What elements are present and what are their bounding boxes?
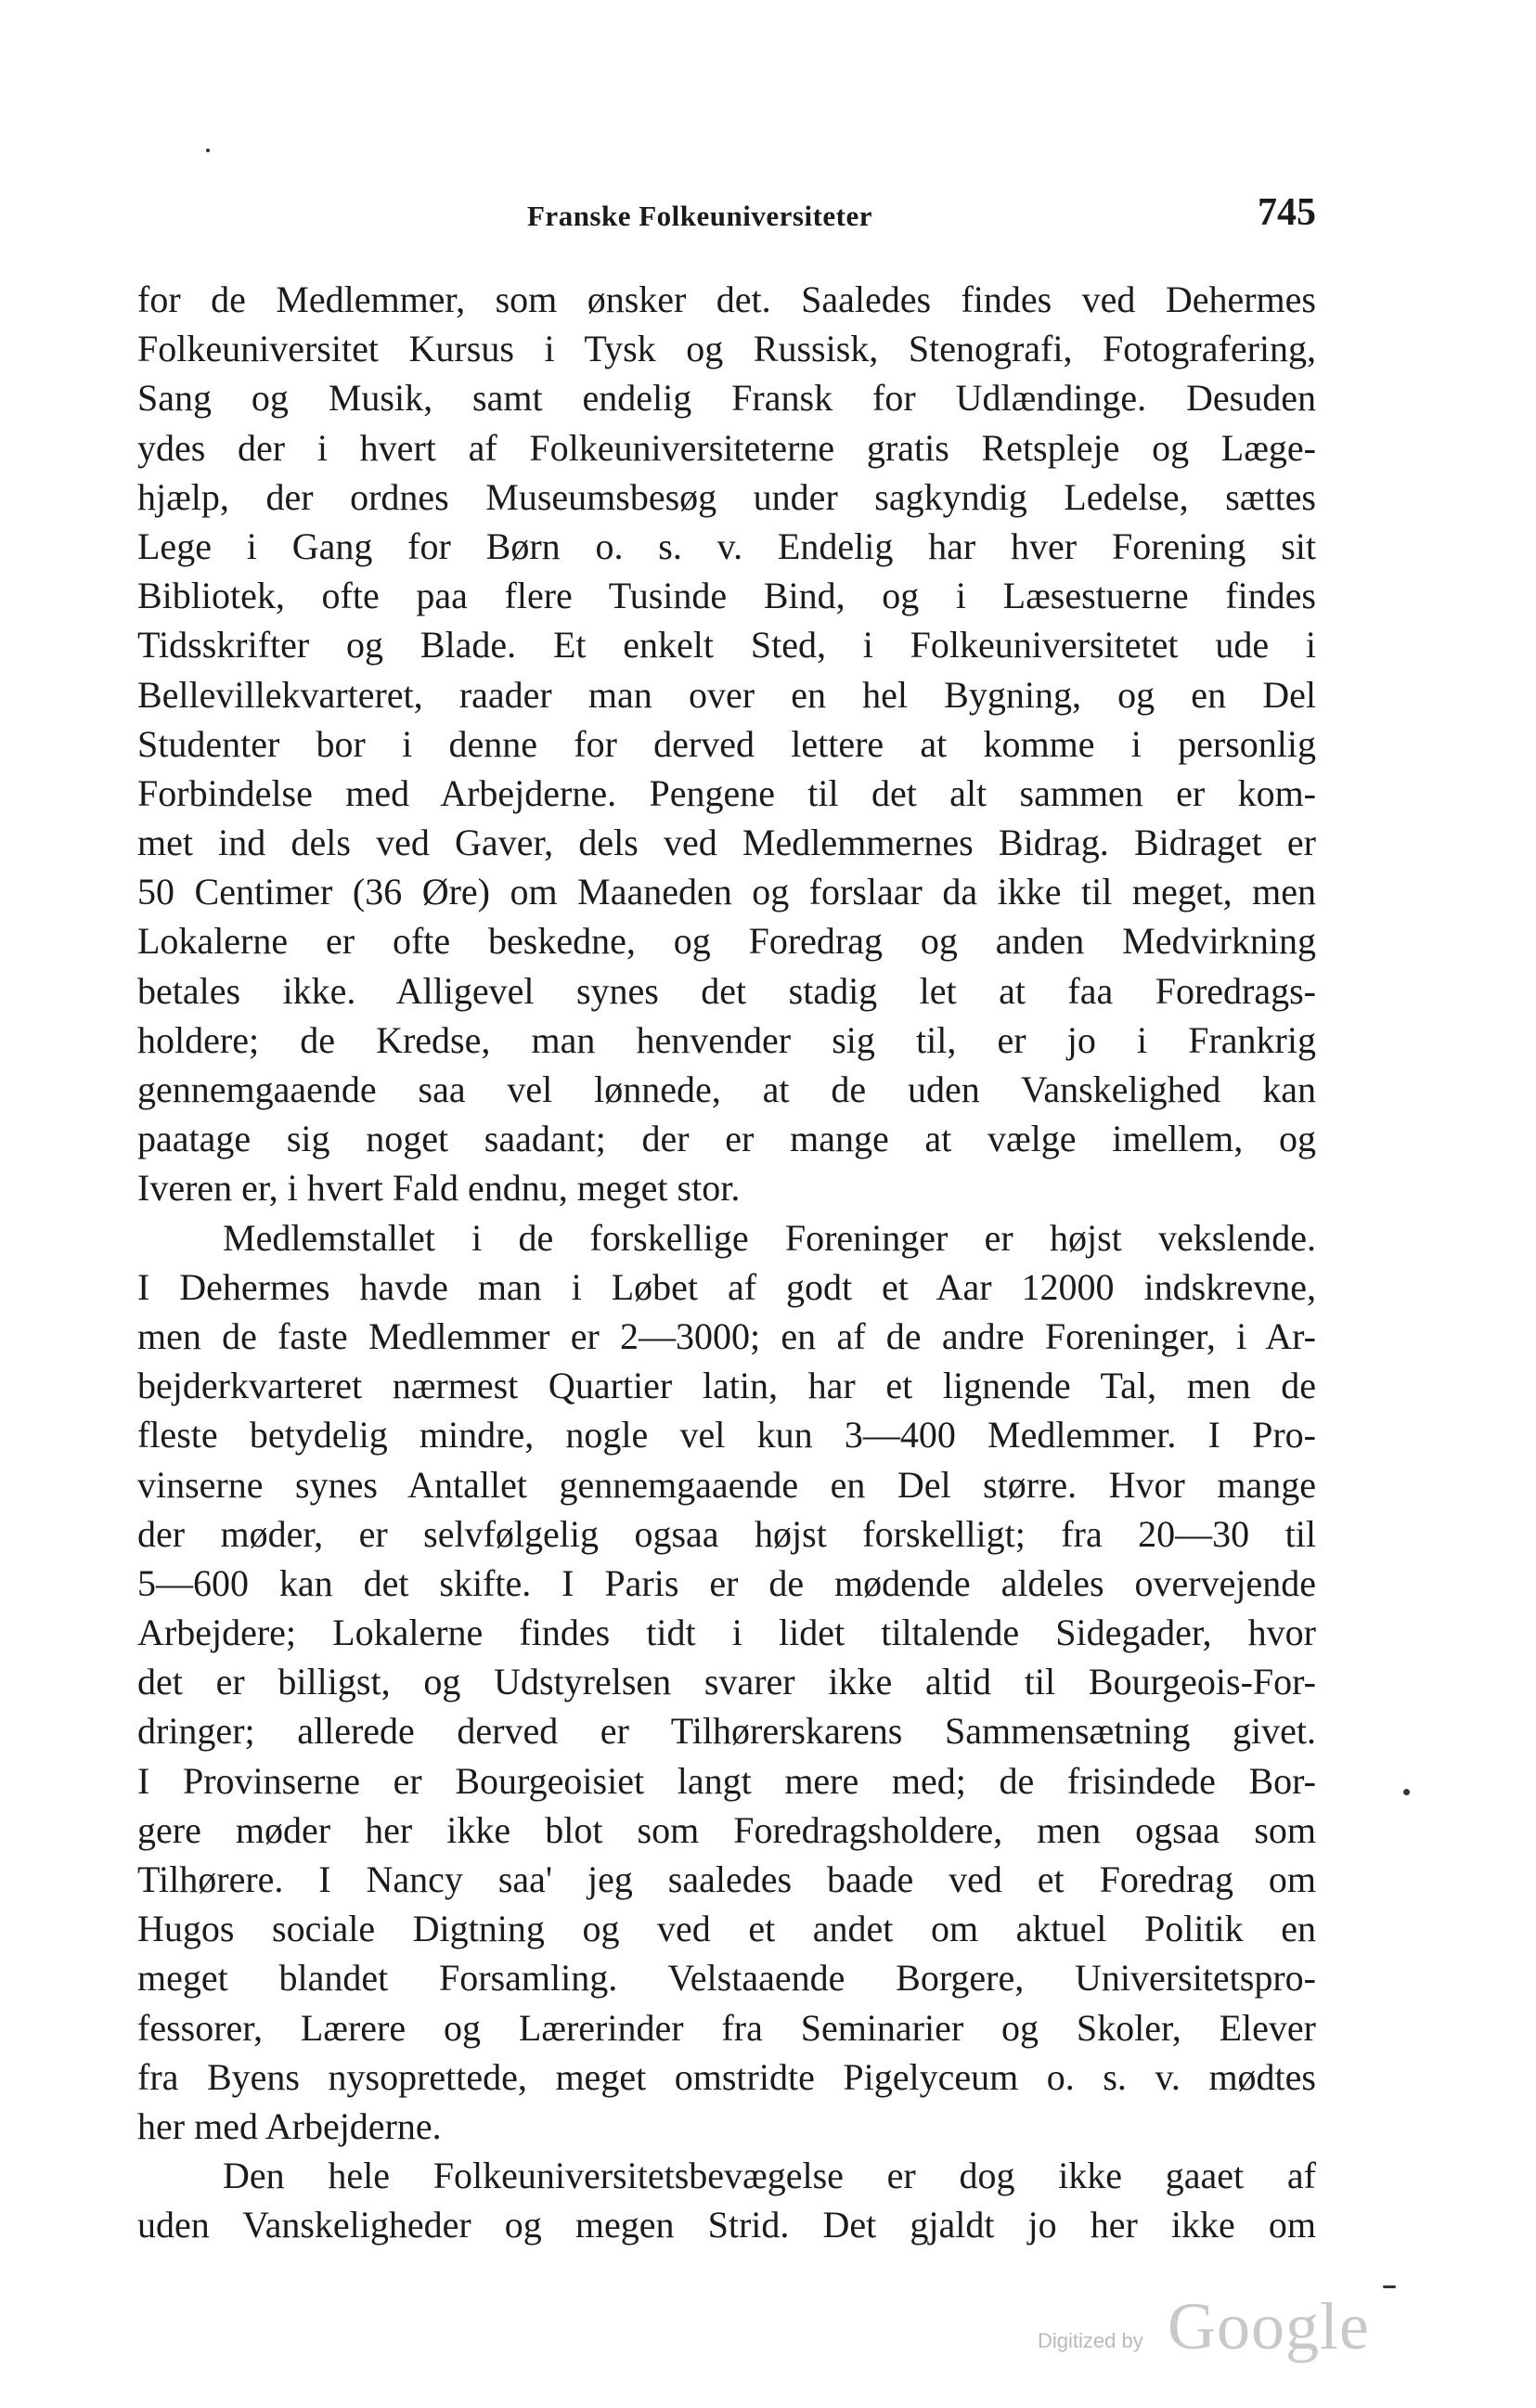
- text-line: gennemgaaende saa vel lønnede, at de uden Vanskelighed kan: [137, 1068, 1316, 1110]
- text-line: hjælp, der ordnes Museumsbesøg under sagkyndig Ledelse, sættes: [137, 475, 1316, 518]
- text-line: Iveren er, i hvert Fald endnu, meget stor.: [137, 1167, 741, 1210]
- text-line: paatage sig noget saadant; der er mange at vælge imellem, og: [137, 1118, 1316, 1160]
- ink-speck: [206, 149, 210, 152]
- text-line: Den hele Folkeuniversitetsbevægelse er dog ikke gaaet af: [223, 2155, 1316, 2197]
- text-line: Studenter bor i denne for derved lettere at komme i personlig: [137, 722, 1316, 765]
- text-line: her med Arbejderne.: [137, 2104, 442, 2147]
- google-logo: Google: [1168, 2289, 1370, 2363]
- text-line: Lege i Gang for Børn o. s. v. Endelig har hver Forening sit: [137, 524, 1316, 567]
- text-line: Folkeuniversitet Kursus i Tysk og Russisk, Stenografi, Fotografering,: [137, 328, 1316, 370]
- text-line: Bibliotek, ofte paa flere Tusinde Bind, og i Læsestuerne findes: [137, 575, 1316, 617]
- text-line: bejderkvarteret nærmest Quartier latin, har et lignende Tal, men de: [137, 1365, 1316, 1407]
- paragraph: [137, 1213, 1316, 2152]
- text-line: Tidsskrifter og Blade. Et enkelt Sted, i Folkeuniversitetet ude i: [137, 624, 1316, 667]
- body-text: [137, 275, 1316, 2250]
- text-line: betales ikke. Alligevel synes det stadig let at faa Foredrags-: [137, 969, 1316, 1012]
- text-line: dringer; allerede derved er Tilhørerskarens Sammensætning givet.: [137, 1710, 1316, 1753]
- text-line: for de Medlemmer, som ønsker det. Saaledes findes ved Dehermes: [137, 278, 1316, 320]
- text-line: uden Vanskeligheder og megen Strid. Det gjaldt jo her ikke om: [137, 2204, 1316, 2246]
- text-line: Sang og Musik, samt endelig Fransk for Udlændinge. Desuden: [137, 377, 1316, 420]
- text-line: der møder, er selvfølgelig ogsaa højst forskelligt; fra 20—30 til: [137, 1512, 1316, 1555]
- text-line: men de faste Medlemmer er 2—3000; en af de andre Foreninger, i Ar-: [137, 1314, 1316, 1357]
- text-line: Arbejdere; Lokalerne findes tidt i lidet tiltalende Sidegader, hvor: [137, 1612, 1316, 1654]
- text-line: 50 Centimer (36 Øre) om Maaneden og forslaar da ikke til meget, men: [137, 871, 1316, 913]
- paragraph: [137, 275, 1316, 1213]
- ink-speck: [1403, 1789, 1410, 1795]
- digitized-by-label: Digitized by: [1038, 2329, 1143, 2352]
- text-line: holdere; de Kredse, man henvender sig til, er jo i Frankrig: [137, 1018, 1316, 1061]
- paragraph: [137, 2151, 1316, 2249]
- text-line: Tilhørere. I Nancy saa' jeg saaledes baade ved et Foredrag om: [137, 1858, 1316, 1900]
- text-line: fessorer, Lærere og Lærerinder fra Seminarier og Skoler, Elever: [137, 2006, 1316, 2049]
- running-title: Franske Folkeuniversiteter: [527, 200, 873, 232]
- text-line: Medlemstallet i de forskellige Foreninger er højst vekslende.: [223, 1216, 1316, 1259]
- text-line: meget blandet Forsamling. Velstaaende Borgere, Universitetspro-: [137, 1957, 1316, 2000]
- page-number: 745: [1258, 191, 1316, 234]
- text-line: vinserne synes Antallet gennemgaaende en Del større. Hvor mange: [137, 1463, 1316, 1506]
- text-line: ydes der i hvert af Folkeuniversiteterne gratis Retspleje og Læge-: [137, 426, 1316, 469]
- text-line: met ind dels ved Gaver, dels ved Medlemmernes Bidrag. Bidraget er: [137, 822, 1316, 864]
- text-line: Lokalerne er ofte beskedne, og Foredrag og anden Medvirkning: [137, 920, 1316, 963]
- text-line: 5—600 kan det skifte. I Paris er de mødende aldeles overvejende: [137, 1561, 1316, 1604]
- text-line: Hugos sociale Digtning og ved et andet om aktuel Politik en: [137, 1908, 1316, 1950]
- text-line: Bellevillekvarteret, raader man over en hel Bygning, og en Del: [137, 673, 1316, 716]
- text-line: Forbindelse med Arbejderne. Pengene til det alt sammen er kom-: [137, 771, 1316, 814]
- text-line: fleste betydelig mindre, nogle vel kun 3—400 Medlemmer. I Pro-: [137, 1414, 1316, 1456]
- page-header: [137, 190, 1316, 246]
- text-line: det er billigst, og Udstyrelsen svarer ikke altid til Bourgeois-For-: [137, 1661, 1316, 1703]
- google-watermark: [1038, 2288, 1370, 2363]
- text-line: gere møder her ikke blot som Foredragsholdere, men ogsaa som: [137, 1808, 1316, 1851]
- text-line: I Provinserne er Bourgeoisiet langt mere med; de frisindede Bor-: [137, 1759, 1316, 1802]
- ink-speck: [1383, 2285, 1396, 2288]
- text-line: I Dehermes havde man i Løbet af godt et Aar 12000 indskrevne,: [137, 1265, 1316, 1308]
- text-line: fra Byens nysoprettede, meget omstridte Pigelyceum o. s. v. mødtes: [137, 2055, 1316, 2098]
